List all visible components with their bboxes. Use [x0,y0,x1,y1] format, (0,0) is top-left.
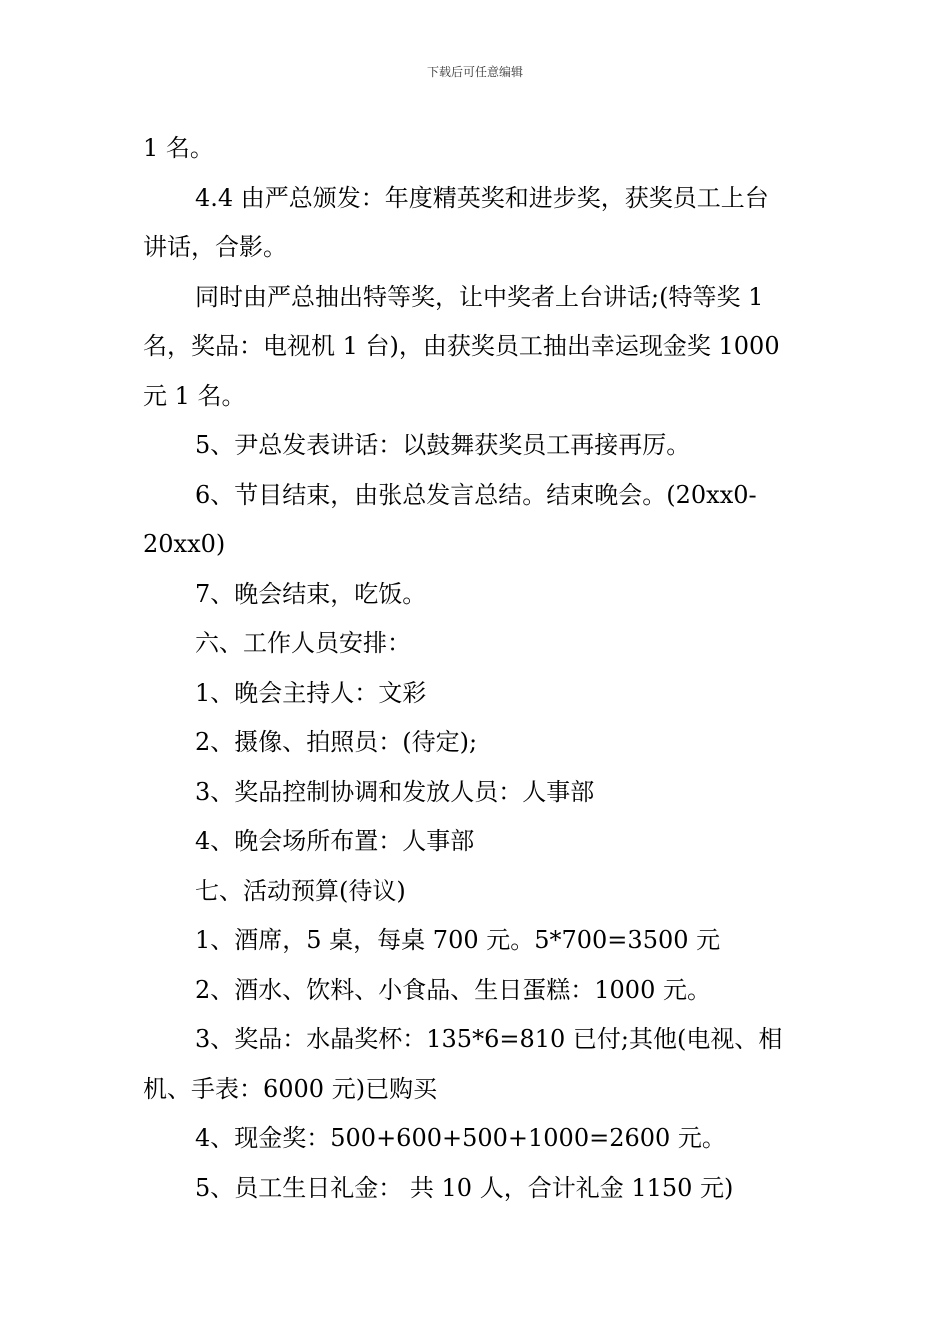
text-line: 5、员工生日礼金： 共 10 人，合计礼金 1150 元) [195,1173,734,1202]
section-heading: 六、工作人员安排： [195,629,411,657]
text-line: 20xx0) [143,530,226,558]
text-line: 元 1 名。 [143,381,246,410]
text-line: 2、酒水、饮料、小食品、生日蛋糕：1000 元。 [195,975,711,1004]
text-line: 6、节目结束，由张总发言总结。结束晚会。(20xx0- [195,480,757,509]
text-line: 5、尹总发表讲话：以鼓舞获奖员工再接再厉。 [195,431,691,459]
text-line: 机、手表：6000 元)已购买 [143,1074,438,1103]
text-line: 讲话，合影。 [143,233,287,261]
text-line: 名，奖品：电视机 1 台)，由获奖员工抽出幸运现金奖 1000 [143,332,780,360]
document-body [143,124,807,1213]
text-line: 同时由严总抽出特等奖，让中奖者上台讲话;(特等奖 1 [195,282,764,311]
text-line: 7、晚会结束，吃饭。 [195,579,427,608]
text-line: 3、奖品：水晶奖杯：135*6=810 已付;其他(电视、相 [195,1025,783,1053]
section-heading: 七、活动预算(待议) [195,876,406,905]
text-line: 4.4 由严总颁发：年度精英奖和进步奖，获奖员工上台 [195,183,769,212]
text-line: 2、摄像、拍照员：(待定); [195,728,478,756]
text-line: 1、酒席，5 桌，每桌 700 元。5*700=3500 元 [195,926,721,954]
page-header: 下载后可任意编辑 [426,65,523,79]
text-line: 1 名。 [143,134,214,162]
text-line: 4、晚会场所布置：人事部 [195,827,475,855]
text-line: 3、奖品控制协调和发放人员：人事部 [195,777,595,806]
text-line: 1、晚会主持人：文彩 [195,678,427,707]
text-line: 4、现金奖：500+600+500+1000=2600 元。 [195,1124,726,1152]
